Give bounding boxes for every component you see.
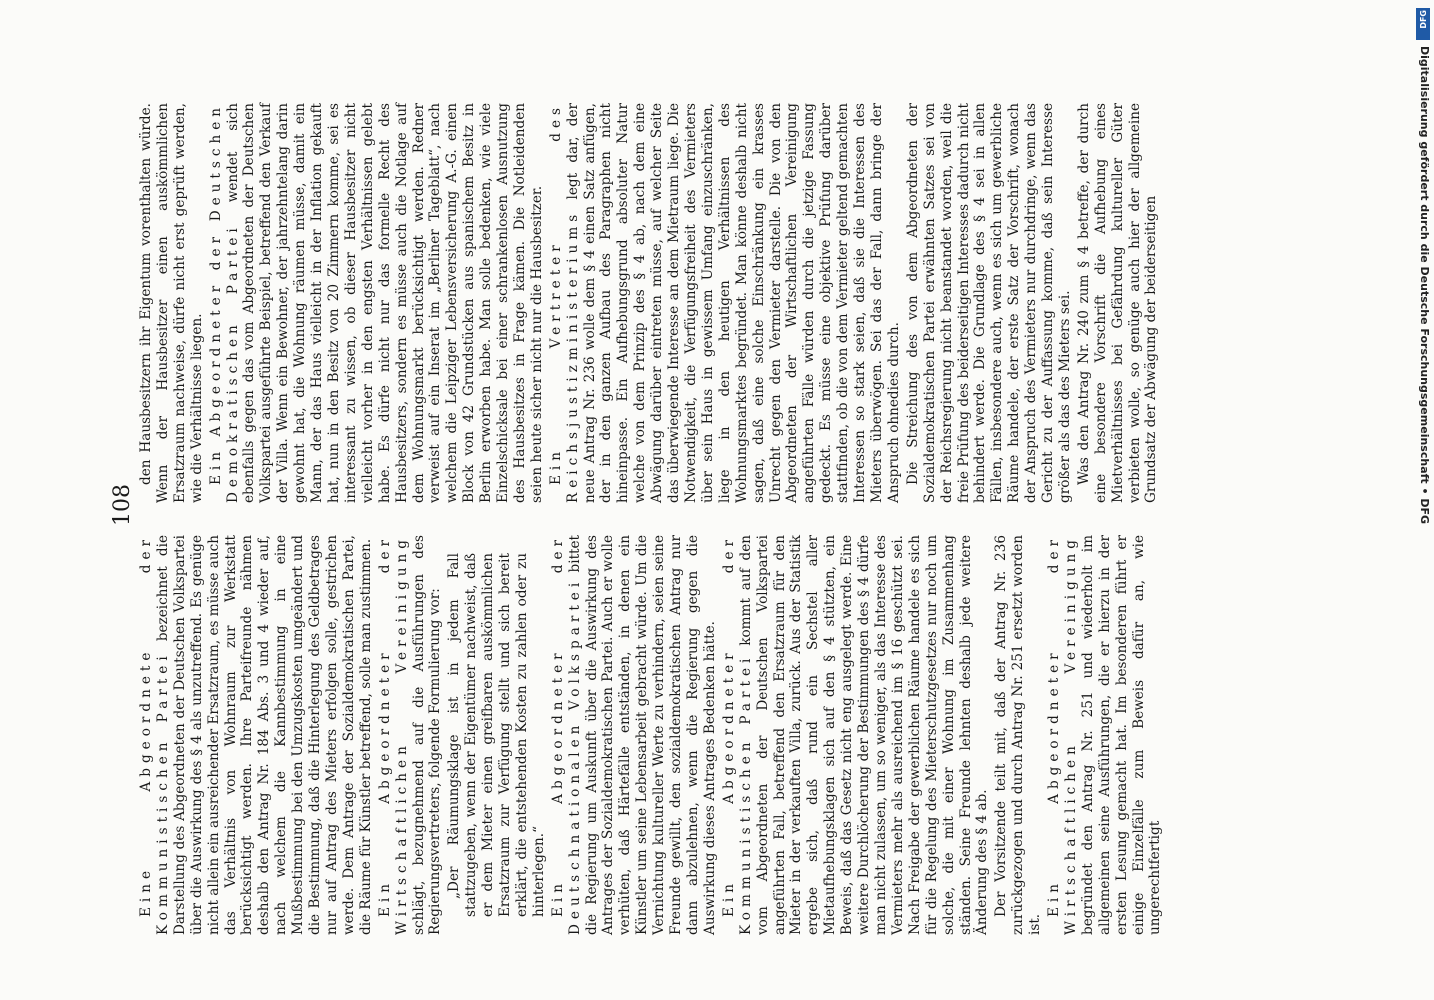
paragraph-text: bittet die Regierung um Auskunft über die Auswirkung des Antrages der Sozialdemokratischen Partei. Auch er wolle verhüten, daß Härtefälle entständen, in denen ein Künstler um seine Lebensarbeit gebracht würde. Um die Vernichtung kultureller Werte zu verhindern, seien seine Freunde gewillt, den sozialdemokratischen Antrag nur dann abzulehnen, wenn die Regierung gegen die Auswirkung dieses Antrages Bedenken hätte. [566, 535, 718, 935]
speaker-label: Ein Vertreter des Reichsjustizministeriums [547, 103, 581, 503]
paragraph [550, 535, 719, 935]
paragraph-text: Was den Antrag Nr. 240 zum § 4 betreffe, der durch eine besondere Vorschrift die Aufhebung eines Mietverhältnisses bei Gefährdung kultureller Güter verbieten wolle, so genüge auch hier der allgemeine Grundsatz der Abwägung der beiderseitigen [1075, 103, 1160, 503]
paragraph [993, 535, 1044, 935]
paragraph [208, 103, 546, 503]
paragraph [377, 535, 445, 935]
rotated-text-page [110, 75, 1310, 935]
dfg-logo-text: DFG [1418, 10, 1428, 29]
paragraph [548, 103, 903, 503]
paragraph-text: begründet den Antrag Nr. 251 und wiederholt im allgemeinen seine Ausführungen, die er hierzu in der ersten Lesung gemacht hat. Im besonderen führt er einige Einzelfälle zum Beweis dafür an, wie ungerechtfertigt [1079, 535, 1164, 935]
speaker-label: Ein Abgeordneter der Deutschnationalen Volkspartei [549, 535, 583, 935]
left-text-column [138, 535, 1166, 935]
page-number: 108 [110, 484, 135, 526]
paragraph [1046, 535, 1164, 935]
paragraph [721, 535, 992, 935]
paragraph [1076, 103, 1161, 503]
speaker-label: Ein Abgeordneter der Kommunistischen Partei [720, 535, 754, 935]
paragraph-text: den Hausbesitzern ihr Eigentum vorenthalten würde. Wenn der Hausbesitzer einen auskömmlichen Ersatzraum nachweise, dürfe nicht erst geprüft werden, wie die Verhältnisse liegen. [138, 103, 205, 503]
paragraph [138, 103, 206, 503]
digitization-note: Digitalisierung gefördert durch die Deutsche Forschungsgemeinschaft • DFG [1418, 46, 1431, 525]
speaker-label: Ein Abgeordneter der Wirtschaftlichen Vereinigung [1046, 535, 1079, 935]
paragraph [138, 535, 375, 935]
dfg-logo-icon [1416, 8, 1430, 40]
paragraph-text: legt dar, der neue Antrag Nr. 236 wolle dem § 4 einen Satz anfügen, der in den ganzen Aufbau des Paragraphen nicht hineinpasse. Ein Aufhebungsgrund absoluter Natur welche von dem Prinzip des § 4 ab, nach dem eine Abwägung darüber eintreten müsse, auf welcher Seite das überwiegende Interesse an dem Mietraum liege. Die Notwendigkeit, die Verfügungsfreiheit des Vermieters über sein Haus in gewissem Umfang einzuschränken, liege in den heutigen Verhältnissen des Wohnungsmarktes begründet. Man könne deshalb nicht sagen, daß eine solche Einschränkung ein krasses Unrecht gegen den Vermieter darstelle. Die von den Abgeordneten der Wirtschaftlichen Vereinigung angeführten Fälle würden durch die jetzige Fassung gedeckt. Es müsse eine objektive Prüfung darüber stattfinden, ob die von dem Vermieter geltend gemachten Interessen so stark seien, daß sie die Interessen des Mieters überwögen. Sei das der Fall, dann bringe der Anspruch ohnedies durch. [564, 103, 902, 503]
right-text-column [138, 103, 1162, 503]
speaker-label: Eine Abgeordnete der Kommunistischen Partei [138, 535, 171, 935]
speaker-label: Ein Abgeordneter der Deutschen Demokratischen Partei [207, 103, 241, 503]
speaker-label: Ein Abgeordneter der Wirtschaftlichen Vereinigung [376, 535, 410, 935]
paragraph [905, 103, 1074, 503]
paragraph-text: Die Streichung des von dem Abgeordneten der Sozialdemokratischen Partei erwähnten Satzes sei von der Reichsregierung nicht beanstandet worden, weil die freie Prüfung des beiderseitigen Interesses dadurch nicht behindert werde. Die Grundlage des § 4 sei in allen Fällen, insbesondere auch, wenn es sich um gewerbliche Räume handele, der erste Satz der Vorschrift, wonach der Anspruch des Vermieters nur durchdringe, wenn das Gericht zu der Auffassung komme, daß sein Interesse größer als das des Mieters sei. [904, 103, 1073, 503]
paragraph-text: schlägt, bezugnehmend auf die Ausführungen des Regierungsvertreters, folgende Formulierung vor: [410, 535, 444, 935]
paragraph-text: Der Vorsitzende teilt mit, daß der Antrag Nr. 236 zurückgezogen und durch Antrag Nr. 251 ersetzt worden ist. [993, 535, 1044, 935]
paragraph-text: kommt auf den vom Abgeordneten der Deutschen Volkspartei angeführten Fall, betreffend den Ersatzraum für den Mieter in der verkauften Villa, zurück. Aus der Statistik ergebe sich, daß rund ein Sechstel aller Mietaufhebungsklagen sich auf den § 4 stützten, ein Beweis, daß das Gesetz nicht eng ausgelegt werde. Eine weitere Durchlöcherung der Bestimmungen des § 4 dürfe man nicht zulassen, um so weniger, als das Interesse des Vermieters mehr als ausreichend im § 16 geschützt sei. Nach Freigabe der gewerblichen Räume handele es sich für die Regelung des Mieterschutzgesetzes nur noch um solche, die mit einer Wohnung im Zusammenhang ständen. Seine Freunde lehnten deshalb jede weitere Änderung des § 4 ab. [737, 534, 991, 935]
paragraph-text: „Der Räumungsklage ist in jedem Fall stattzugeben, wenn der Eigentümer nachweist, daß er dem Mieter einen greifbaren auskömmlichen Ersatzraum zur Verfügung stellt und sich bereit erklärt, die entstehenden Kosten zu zahlen oder zu hinterlegen.“ [446, 553, 547, 917]
paragraph-text: bezeichnet die Darstellung des Abgeordneten der Deutschen Volkspartei über die Auswirkung des § 4 als unzutreffend. Es genüge nicht allein ein ausreichender Ersatzraum, es müsse auch das Verhältnis von Wohnraum zur Werkstatt berücksichtigt werden. Ihre Parteifreunde nähmen deshalb den Antrag Nr. 184 Abs. 3 und 4 wieder auf, nach welchem die Kannbestimmung in eine Mußbestimmung bei den Umzugskosten umgeändert und die Bestimmung, daß die Hinterlegung des Geldbetrages nur auf Antrag des Mieters erfolgen solle, gestrichen werde. Dem Antrage der Sozialdemokratischen Partei, die Räume für Künstler betreffend, solle man zustimmen. [154, 534, 374, 935]
paragraph-text: wendet sich ebenfalls gegen das vom Abgeordneten der Deutschen Volkspartei ausgeführte Beispiel, betreffend den Verkauf der Villa. Wenn ein Bewohner, der jahrzehntelang darin gewohnt hat, die Wohnung räumen müsse, damit ein Mann, der das Haus vielleicht in der Inflation gekauft hat, nun in den Besitz von 20 Zimmern komme, sei es interessant zu wissen, ob dieser Hausbesitzer nicht vielleicht vorher in den engsten Verhältnissen gelebt habe. Es dürfe nicht nur das formelle Recht des Hausbesitzers, sondern es müsse auch die Notlage auf dem Wohnungsmarkt berücksichtigt werden. Redner verweist auf ein Inserat im „Berliner Tageblatt“, nach welchem die Leipziger Lebensversicherung A.-G. einen Block von 42 Grundstücken aus spanischem Besitz in Berlin erworben habe. Man solle bedenken, wie viele Einzelschicksale bei einer schrankenlosen Ausnutzung des Hausbesitzes in Frage kämen. Die Notleidenden seien heute sicher nicht nur die Hausbesitzer. [224, 103, 545, 503]
paragraph [446, 535, 547, 935]
